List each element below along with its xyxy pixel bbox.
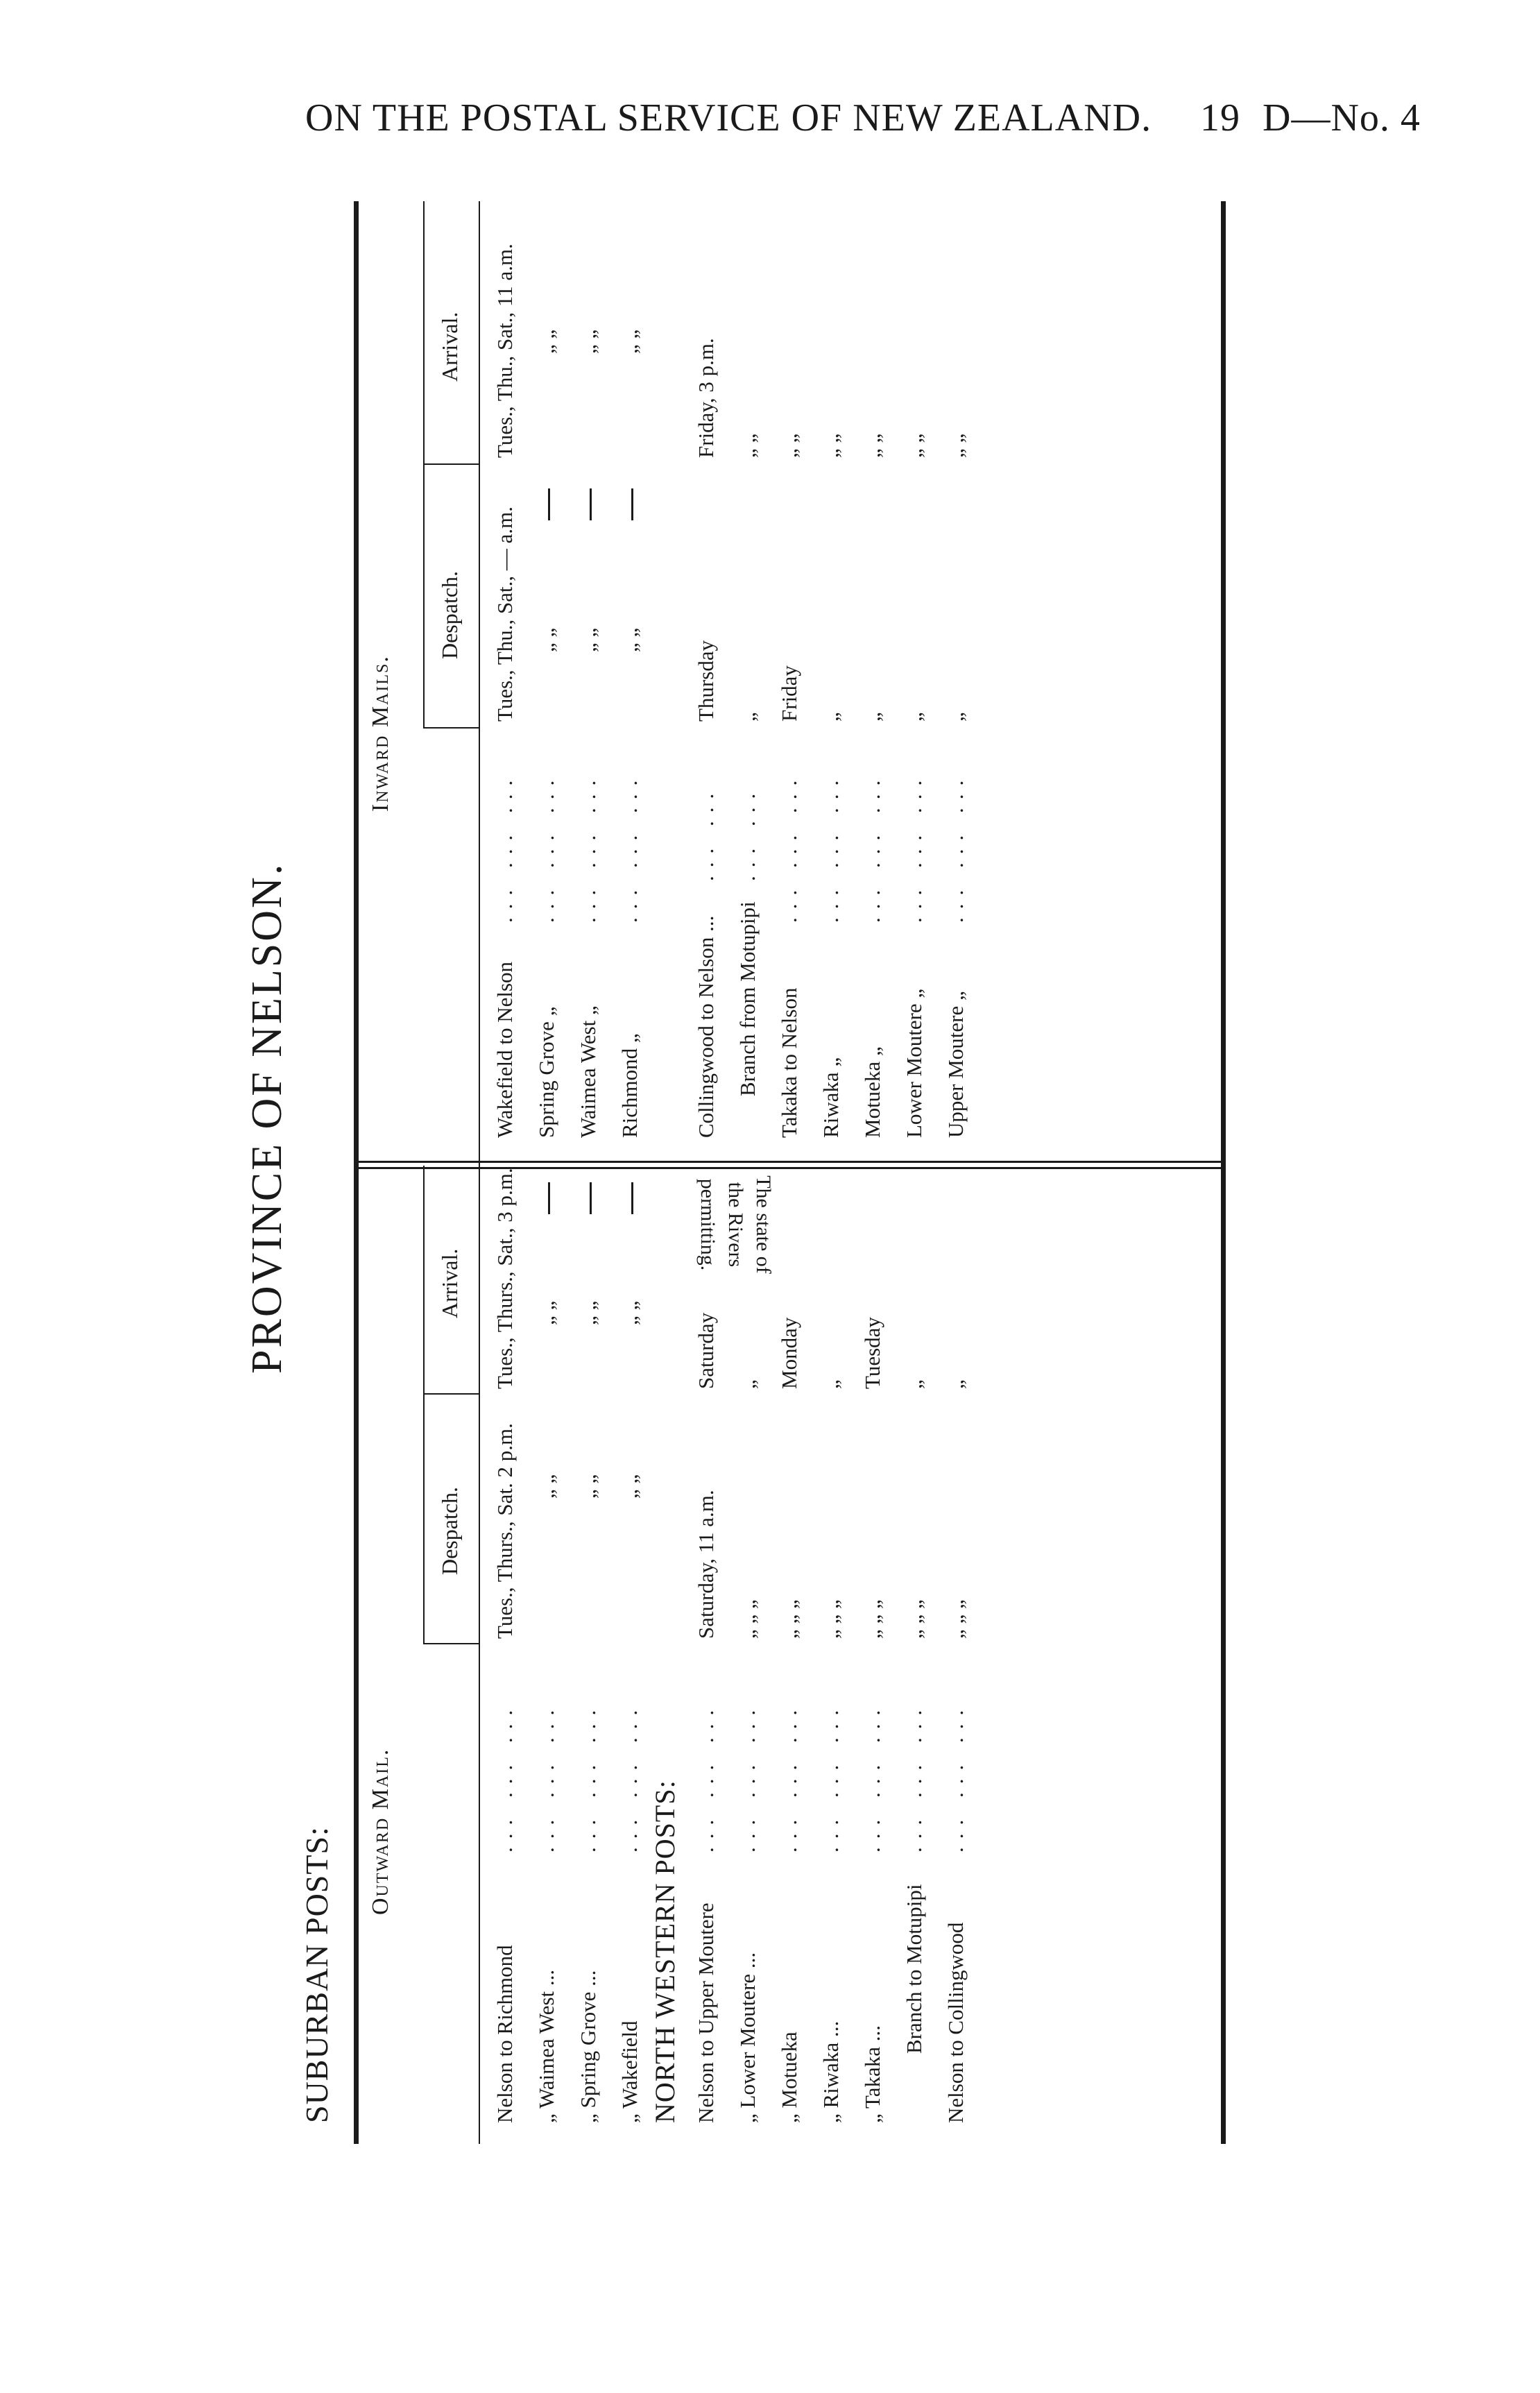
inward-arrival: „ „ [576, 329, 600, 354]
inward-arrival: „ „ [819, 433, 843, 458]
blank-dash [590, 1182, 592, 1214]
outward-despatch: „ „ [576, 1474, 600, 1499]
inward-arrival: „ „ [777, 433, 801, 458]
blank-dash [548, 1182, 550, 1214]
inward-arrival: „ „ [860, 433, 884, 458]
inward-despatch: „ [735, 712, 760, 722]
outward-col-sep-1 [423, 1643, 479, 1644]
outward-route: Branch to Motupipi [902, 1884, 926, 2054]
outward-route: „ Lower Moutere ... [735, 1952, 760, 2123]
outward-despatch: „ „ „ [902, 1599, 926, 1639]
leader-dots: ... ... ... [943, 1701, 968, 1853]
document-reference: D—No. 4 [1263, 96, 1421, 139]
outward-arrival-label: Arrival. [437, 1248, 462, 1318]
leader-dots: ... ... ... [943, 772, 968, 923]
leader-dots: ... ... ... [819, 1701, 843, 1853]
inward-arrival: „ „ [617, 329, 642, 354]
inward-heading: Inward Mails. [368, 655, 393, 812]
outward-despatch: „ „ „ [860, 1599, 884, 1639]
suburban-heading: SUBURBAN POSTS: [299, 1826, 334, 2123]
leader-dots: ... ... ... [902, 772, 926, 923]
outward-despatch: „ „ [617, 1474, 642, 1499]
leader-dots: ... ... [735, 785, 760, 881]
inward-despatch: Friday [777, 665, 801, 722]
inward-despatch: „ „ [534, 627, 558, 652]
leader-dots: ... ... [694, 785, 718, 881]
half-divider-2 [354, 1161, 1221, 1163]
outward-heading: Outward Mail. [368, 1748, 393, 1915]
inward-col-sep-2 [423, 463, 479, 465]
inward-arrival-label: Arrival. [437, 312, 462, 382]
leader-dots: ... ... ... [860, 1701, 884, 1853]
outward-arrival: Tues., Thurs., Sat., 3 p.m. [493, 1168, 517, 1389]
inward-despatch: „ [860, 712, 884, 722]
outward-route: Nelson to Richmond [493, 1945, 517, 2123]
outward-route: Nelson to Collingwood [943, 1922, 968, 2123]
inward-arrival: „ „ [902, 433, 926, 458]
outward-despatch: Tues., Thurs., Sat. 2 p.m. [493, 1423, 517, 1639]
outward-route: „ Wakefield [617, 2020, 642, 2123]
leader-dots: ... ... ... [819, 772, 843, 923]
outward-route: „ Takaka ... [860, 2025, 884, 2123]
leader-dots: ... ... ... [617, 772, 642, 923]
outward-despatch: „ „ „ [819, 1599, 843, 1639]
inward-route: Branch from Motupipi [735, 901, 760, 1096]
leader-dots: ... ... ... [493, 1701, 517, 1853]
outward-subhead-rule [423, 1166, 425, 1644]
leader-dots: ... ... ... [617, 1701, 642, 1853]
outward-despatch: „ „ „ [777, 1599, 801, 1639]
inward-despatch: „ „ [576, 627, 600, 652]
inward-arrival: „ „ [735, 433, 760, 458]
inward-despatch: Tues., Thu., Sat., — a.m. [493, 506, 517, 722]
rotated-table-page [243, 62, 1249, 2144]
inward-despatch: „ [902, 712, 926, 722]
leader-dots: ... ... ... [493, 772, 517, 923]
leader-dots: ... ... ... [902, 1701, 926, 1853]
inward-despatch: Thursday [694, 640, 718, 722]
outward-arrival: „ [735, 1379, 760, 1389]
outward-route: „ Riwaka ... [819, 2020, 843, 2123]
inward-despatch-label: Despatch. [437, 570, 462, 659]
inward-route: Takaka to Nelson [777, 987, 801, 1138]
outward-despatch: „ „ [534, 1474, 558, 1499]
inward-arrival: „ „ [534, 329, 558, 354]
outward-despatch-label: Despatch. [437, 1486, 462, 1575]
outward-arrival: „ „ [534, 1300, 558, 1325]
inward-arrival: „ „ [943, 433, 968, 458]
header-separator [479, 201, 480, 2144]
leader-dots: ... ... ... [777, 772, 801, 923]
outward-arrival: Tuesday [860, 1317, 884, 1389]
blank-dash [631, 488, 633, 520]
leader-dots: ... ... ... [534, 772, 558, 923]
inward-route: Wakefield to Nelson [493, 961, 517, 1138]
inward-despatch: „ „ [617, 627, 642, 652]
leader-dots: ... ... ... [534, 1701, 558, 1853]
leader-dots: ... ... ... [576, 1701, 600, 1853]
rivers-note: The state of the Rivers permitting. [696, 1175, 775, 1274]
table-border-bottom [1221, 201, 1226, 2144]
inward-arrival: Tues., Thu., Sat., 11 a.m. [493, 244, 517, 458]
outward-despatch: Saturday, 11 a.m. [694, 1490, 718, 1639]
inward-route: Spring Grove „ [534, 1006, 558, 1138]
blank-dash [590, 488, 592, 520]
page-number: 19 [1200, 96, 1240, 139]
outward-route: Nelson to Upper Moutere [694, 1902, 718, 2123]
leader-dots: ... ... ... [777, 1701, 801, 1853]
leader-dots: ... ... ... [860, 772, 884, 923]
north-western-heading: NORTH WESTERN POSTS: [649, 1780, 681, 2123]
blank-dash [631, 1182, 633, 1214]
outward-route: „ Motueka [777, 2032, 801, 2123]
leader-dots: ... ... ... [694, 1701, 718, 1853]
outward-arrival: „ „ [576, 1300, 600, 1325]
header-title: ON THE POSTAL SERVICE OF NEW ZEALAND. [305, 96, 1152, 139]
leader-dots: ... ... ... [576, 772, 600, 923]
outward-arrival: „ [943, 1379, 968, 1389]
leader-dots: ... ... ... [735, 1701, 760, 1853]
inward-route: Lower Moutere „ [902, 988, 926, 1138]
inward-despatch: „ [819, 712, 843, 722]
inward-route: Upper Moutere „ [943, 991, 968, 1138]
inward-route: Motueka „ [860, 1046, 884, 1138]
inward-route: Waimea West „ [576, 1005, 600, 1138]
outward-col-sep-2 [423, 1393, 479, 1395]
outward-despatch: „ „ „ [943, 1599, 968, 1639]
inward-route: Richmond „ [617, 1033, 642, 1138]
outward-route: „ Spring Grove ... [576, 1970, 600, 2123]
outward-arrival: „ „ [617, 1300, 642, 1325]
outward-arrival: „ [819, 1379, 843, 1389]
page-title: PROVINCE OF NELSON. [243, 862, 291, 1374]
outward-arrival: „ [902, 1379, 926, 1389]
outward-despatch: „ „ „ [735, 1599, 760, 1639]
blank-dash [548, 488, 550, 520]
outward-arrival: Monday [777, 1317, 801, 1389]
inward-arrival: Friday, 3 p.m. [694, 338, 718, 458]
inward-route: Collingwood to Nelson ... [694, 915, 718, 1138]
inward-col-sep-1 [423, 727, 479, 729]
outward-arrival: Saturday [694, 1312, 718, 1389]
inward-despatch: „ [943, 712, 968, 722]
table-border-top [354, 201, 359, 2144]
inward-subhead-rule [423, 201, 425, 729]
outward-route: „ Waimea West ... [534, 1969, 558, 2123]
half-divider-1 [354, 1167, 1221, 1169]
inward-route: Riwaka „ [819, 1057, 843, 1138]
